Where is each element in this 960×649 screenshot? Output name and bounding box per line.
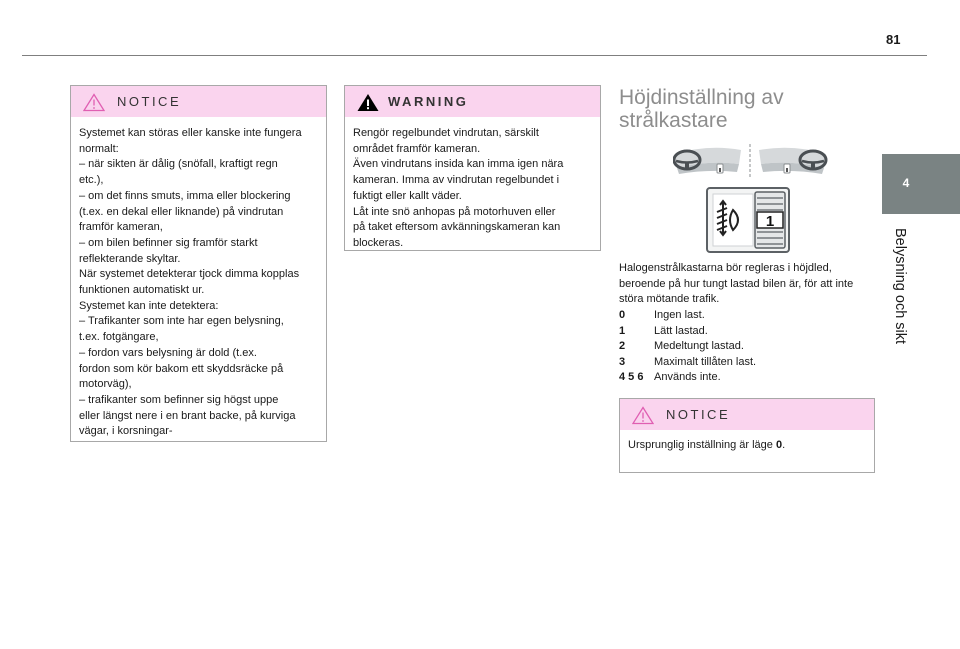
notice-line: Systemet kan inte detektera:	[79, 299, 219, 312]
warning-heading: WARNING	[388, 94, 469, 109]
list-item	[619, 308, 879, 324]
warning-line: på taket eftersom avkänningskameran kan	[353, 221, 561, 234]
section-title	[619, 86, 869, 132]
warning-line: kameran. Imma av vindrutan regelbundet i	[353, 174, 560, 187]
notice-box	[70, 85, 327, 442]
notice-2-bold: 0	[775, 439, 783, 451]
warning-line: fuktigt eller kallt väder.	[353, 189, 462, 202]
warning-line: Rengör regelbundet vindrutan, särskilt	[353, 127, 539, 139]
warning-triangle-icon	[357, 93, 379, 112]
warning-line: Även vindrutans insida kan imma igen nära	[353, 158, 564, 171]
list-item	[619, 355, 879, 371]
warning-body	[345, 117, 600, 252]
notice-line: t.ex. fotgängare,	[79, 331, 159, 344]
notice-2-body	[620, 430, 874, 454]
notice-2-suffix: .	[782, 439, 786, 451]
notice-line: normalt:	[79, 142, 119, 155]
thumbwheel-label: 1	[765, 213, 775, 230]
warning-box-header	[345, 86, 600, 117]
level-text: Ingen last.	[654, 309, 705, 321]
warning-box	[344, 85, 601, 251]
caution-triangle-icon	[632, 406, 654, 425]
chapter-title	[888, 228, 918, 368]
steering-wheel-left-icon	[674, 148, 741, 174]
notice-line: vägar, i korsningar-	[79, 425, 173, 438]
notice-line: (t.ex. en dekal eller liknande) på vindrutan	[79, 205, 284, 218]
level-key: 2	[619, 340, 626, 352]
caution-triangle-icon	[83, 93, 105, 112]
notice-heading: NOTICE	[117, 94, 182, 109]
chapter-tab[interactable]	[882, 154, 960, 214]
notice-line: eller längst nere i en brant backe, på kurviga	[79, 409, 296, 422]
notice-2-heading: NOTICE	[666, 407, 731, 422]
level-text: Maximalt tillåten last.	[654, 355, 757, 368]
intro-line: Halogenstrålkastarna bör regleras i höjdled,	[619, 262, 832, 274]
chapter-number: 4	[902, 176, 910, 190]
chapter-title-text: Belysning och sikt	[892, 228, 908, 345]
page-number: 81	[886, 32, 901, 47]
notice-line: – om det finns smuts, imma eller blockering	[79, 189, 291, 202]
level-key: 4 5 6	[619, 371, 644, 383]
section-title-line: strålkastare	[619, 109, 728, 132]
intro-line: beroende på hur tungt lastad bilen är, för att inte	[619, 277, 854, 290]
headlamp-height-control	[707, 188, 789, 252]
top-rule	[22, 55, 927, 56]
notice-box-2-header	[620, 399, 874, 430]
notice-line: När systemet detekterar tjock dimma kopplas	[79, 268, 300, 281]
notice-box-header	[71, 86, 326, 117]
level-key: 3	[619, 355, 626, 368]
notice-2-line	[628, 438, 866, 454]
notice-line: framför kameran,	[79, 221, 163, 234]
notice-line: Systemet kan störas eller kanske inte fungera	[79, 127, 302, 139]
notice-line: etc.),	[79, 174, 104, 187]
list-item	[619, 370, 879, 386]
notice-line: – när sikten är dålig (snöfall, kraftigt regn	[79, 158, 278, 171]
warning-line: området framför kameran.	[353, 142, 481, 155]
list-item	[619, 324, 879, 340]
notice-body	[71, 117, 326, 440]
notice-line: – om bilen befinner sig framför starkt	[79, 236, 258, 249]
section-title-line: Höjdinställning av	[619, 86, 784, 109]
notice-line: – trafikanter som befinner sig högst uppe	[79, 393, 279, 406]
intro-line: störa mötande trafik.	[619, 293, 720, 305]
list-item	[619, 339, 879, 355]
headlamp-adjuster-illustration	[673, 142, 828, 254]
warning-line: Låt inte snö anhopas på motorhuven eller	[353, 205, 556, 218]
steering-wheel-right-icon	[759, 148, 826, 174]
load-level-list	[619, 308, 879, 386]
notice-line: – Trafikanter som inte har egen belysning,	[79, 315, 284, 328]
level-text: Används inte.	[654, 371, 721, 383]
level-text: Medeltungt lastad.	[654, 340, 744, 352]
notice-line: funktionen automatiskt ur.	[79, 284, 205, 297]
notice-line: reflekterande skyltar.	[79, 252, 181, 265]
notice-line: fordon som kör bakom ett skyddsräcke på	[79, 362, 284, 375]
intro-paragraph	[619, 261, 879, 308]
level-key: 1	[619, 324, 626, 337]
level-key: 0	[619, 309, 626, 321]
notice-line: motorväg),	[79, 378, 132, 391]
warning-line: blockeras.	[353, 236, 404, 249]
notice-line: – fordon vars belysning är dold (t.ex.	[79, 346, 257, 359]
level-text: Lätt lastad.	[654, 324, 708, 337]
notice-2-text: Ursprunglig inställning är läge	[628, 439, 776, 451]
notice-box-2	[619, 398, 875, 473]
